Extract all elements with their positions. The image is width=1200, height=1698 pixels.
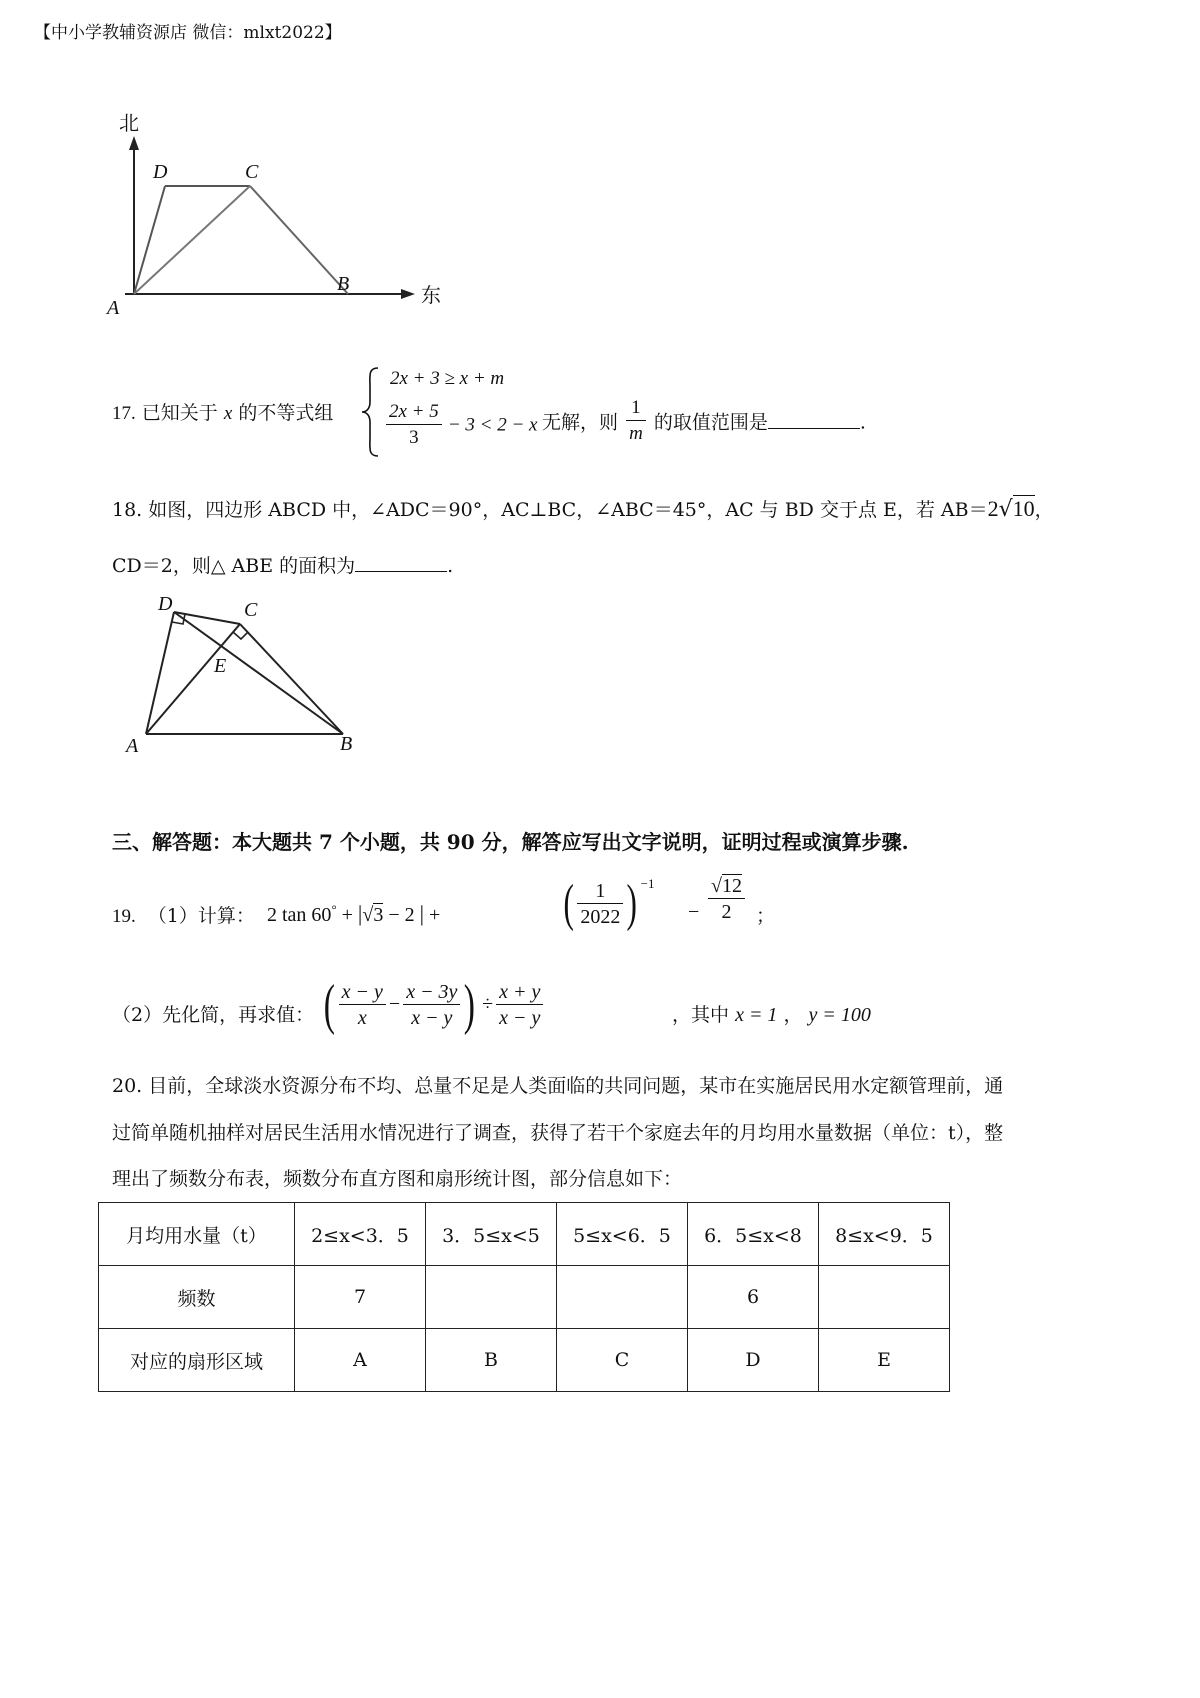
label-C: C (245, 161, 259, 183)
table-row-sector (99, 1329, 950, 1392)
segment-AD (134, 186, 165, 294)
table-cell: 频数 (99, 1266, 295, 1329)
question-20-line-3: 理出了频数分布表，频数分布直方图和扇形统计图，部分信息如下： (112, 1168, 683, 1190)
table-cell (557, 1266, 688, 1329)
inequality-1: 2x + 3 ≥ x + m (390, 368, 505, 389)
q17-text-a: 17. 已知关于 x 的不等式组 (112, 402, 334, 424)
question-18-line-1: 18. 如图，四边形 ABCD 中，∠ADC＝90°，AC⊥BC，∠ABC＝45°，AC 与 BD 交于点 E，若 AB＝2√10， (112, 496, 1054, 522)
table-row-header (99, 1203, 950, 1266)
table-cell: E (819, 1329, 950, 1392)
inequality-2: $\frac{2x + 5}{3}$ − 3 < 2 − x (386, 400, 537, 451)
east-arrow (401, 289, 415, 299)
table-cell: B (426, 1329, 557, 1392)
table-row-frequency (99, 1266, 950, 1329)
question-20-line-1: 20. 目前，全球淡水资源分布不均、总量不足是人类面临的共同问题，某市在实施居民用水定额管理前，通 (112, 1075, 1004, 1097)
label-C: C (244, 599, 258, 621)
label-A: A (126, 735, 139, 757)
table-cell: 6 (688, 1266, 819, 1329)
question-17 (112, 362, 1112, 462)
question-20-line-2: 过简单随机抽样对居民生活用水情况进行了调查，获得了若干个家庭去年的月均用水量数据（单位：t），整 (112, 1122, 1004, 1144)
table-cell: 5≤x<6．5 (557, 1203, 688, 1266)
label-A: A (107, 297, 120, 319)
segment-CB (250, 186, 348, 294)
label-B: B (340, 733, 353, 755)
table-cell: A (295, 1329, 426, 1392)
table-cell: 6．5≤x<8 (688, 1203, 819, 1266)
north-arrow (129, 136, 139, 150)
figure-quadrilateral-ABCD (120, 592, 370, 762)
segment-AD (146, 612, 174, 734)
question-19-part-2: （2）先化简，再求值： ( $\frac{x - y}{x}$ − $\frac{x - 3y}{x - y}$ ) ÷ $\frac{x + y}{x - y}$ ，其中 x = 1 ， y = 100 (112, 974, 871, 1036)
paren-fraction: ( $\frac{1}{2022}$ ) $^{-1}$ (563, 875, 655, 932)
right-angle-C (233, 632, 248, 639)
table-cell: D (688, 1329, 819, 1392)
table-cell: 2≤x<3．5 (295, 1203, 426, 1266)
figure-compass-quadrilateral (105, 108, 465, 323)
label-north: 北 (119, 111, 139, 135)
sqrt12-fraction: $\frac{√12}{2}$ (708, 874, 745, 925)
label-D: D (153, 161, 168, 183)
label-east: 东 (421, 283, 441, 307)
table-cell: C (557, 1329, 688, 1392)
segment-AC (134, 186, 250, 294)
page-header: 【中小学教辅资源店 微信：mlxt2022】 (34, 23, 342, 43)
table-cell: 对应的扇形区域 (99, 1329, 295, 1392)
segment-CB (240, 624, 343, 734)
table-cell: 8≤x<9．5 (819, 1203, 950, 1266)
table-cell: 7 (295, 1266, 426, 1329)
question-19-part-1: 19. （1）计算： 2 tan 60° + |√3 − 2 | + ( $\frac{1}{2022}$ ) $^{-1}$ − $\frac{√12}{2}$ ； (112, 868, 1012, 948)
frequency-table (98, 1202, 950, 1392)
label-B: B (337, 273, 350, 295)
system-brace (360, 366, 382, 458)
table-cell: 月均用水量（t） (99, 1203, 295, 1266)
question-18-line-2: CD＝2，则△ ABE 的面积为 . (112, 555, 454, 577)
table-cell (819, 1266, 950, 1329)
table-cell (426, 1266, 557, 1329)
segment-AC (146, 624, 240, 734)
section-3-heading: 三、解答题：本大题共 7 个小题，共 90 分，解答应写出文字说明，证明过程或演算步骤. (112, 830, 909, 854)
q17-text-b: 无解，则 $\frac{1}{m}$ 的取值范围是 . (542, 397, 866, 444)
table-cell: 3．5≤x<5 (426, 1203, 557, 1266)
label-E: E (214, 655, 227, 677)
label-D: D (158, 593, 173, 615)
